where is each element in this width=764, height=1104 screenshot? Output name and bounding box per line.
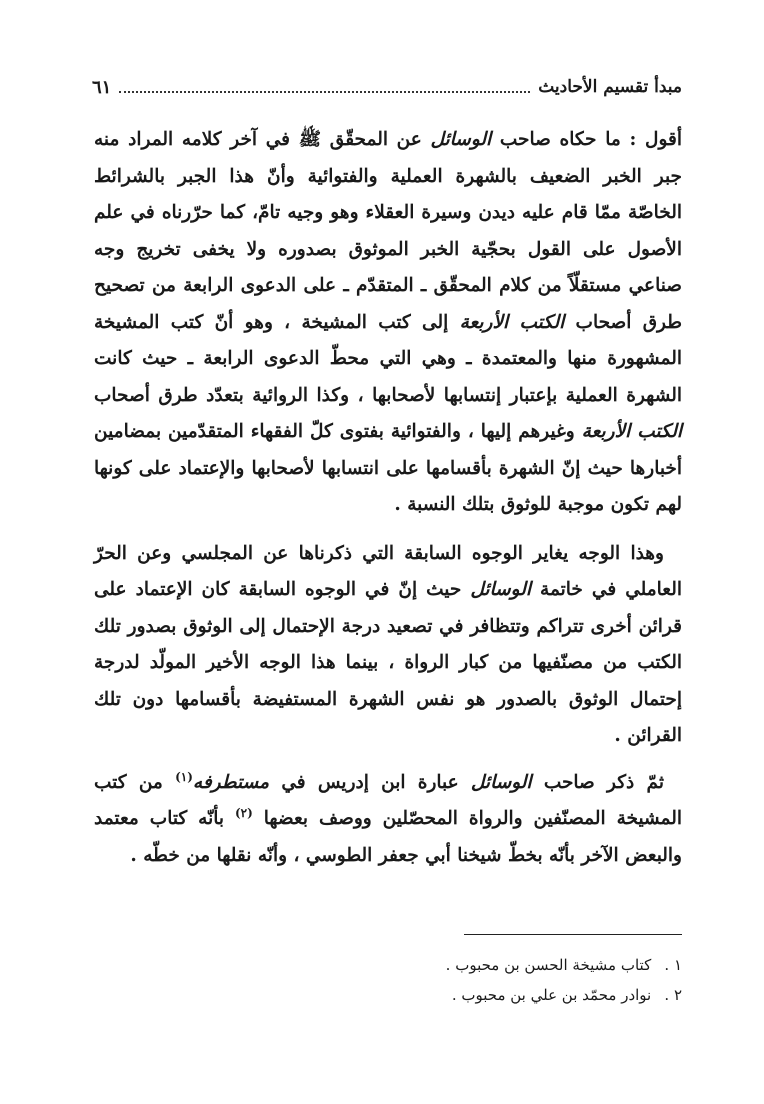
book-title: الوسائل	[470, 579, 531, 600]
paragraph-3	[94, 765, 682, 875]
footnote-separator	[464, 934, 682, 935]
footnote-number: ٢ .	[664, 986, 682, 1004]
text-run: حيث إنّ في الوجوه السابقة كان الإعتماد على قرائن أخرى تتراكم وتتظافر في تصعيد درجة الإحتمال إلى الوثوق بصدور تلك الكتب من مصنّفيها من كبار الرواة ، بينما هذا الوجه الأخير المولّد لدرجة إحتمال الوثوق بالصدور هو نفس الشهرة المستفيضة بأقسامها دون تلك القرائن .	[94, 579, 682, 746]
book-title: الكتب الأربعة	[459, 311, 565, 333]
text-run: إلى كتب المشيخة ، وهو أنّ كتب المشيخة المشهورة منها والمعتمدة ـ وهي التي محطّ الدعوى الرابعة ـ حيث كانت الشهرة العملية بإعتبار إنتسابها لأصحابها ، وكذا الروائية بتعدّد طرق أصحاب	[94, 311, 682, 406]
footnote-1	[94, 950, 682, 980]
book-title: الكتب الأربعة	[581, 421, 682, 442]
dotted-leader	[119, 91, 530, 93]
text-run: بأنّه كتاب معتمد والبعض الآخر بأنّه بخطّ شيخنا أبي جعفر الطوسي ، وأنّه نقلها من خطّه .	[94, 808, 682, 866]
paragraph-2	[94, 536, 682, 755]
text-run: من كتب المشيخة المصنّفين والرواة المحصّلين ووصف بعضها	[94, 771, 682, 829]
paragraph-1	[94, 122, 682, 524]
page-number: ٦١	[92, 76, 112, 98]
paragraph-lead: أقول :	[629, 129, 682, 150]
footnote-2	[94, 980, 682, 1010]
footnote-text: نوادر محمّد بن علي بن محبوب .	[451, 986, 652, 1004]
text-run: وهذا الوجه يغاير الوجوه السابقة التي ذكرناها عن المجلسي وعن الحرّ العاملي في خاتمة	[94, 542, 682, 600]
book-title: مستطرفه	[192, 771, 270, 793]
footnote-ref-1[interactable]: (١)	[175, 769, 193, 784]
footnote-ref-2[interactable]: (٢)	[234, 805, 253, 820]
book-title: الوسائل	[430, 129, 492, 150]
footnote-number: ١ .	[664, 956, 682, 974]
book-title: الوسائل	[470, 771, 532, 793]
text-run: وغيرهم إليها ، والفتوائية بفتوى كلّ الفقهاء المتقدّمين بمضامين أخبارها حيث إنّ الشهرة بأقسامها على انتسابها لأصحابها والإعتماد على كونها لهم تكون موجبة للوثوق بتلك النسبة .	[94, 421, 682, 515]
main-text	[94, 122, 682, 874]
text-run: ثمّ ذكر صاحب	[531, 771, 664, 793]
text-run: ما حكاه صاحب	[491, 129, 630, 150]
footnote-text: كتاب مشيخة الحسن بن محبوب .	[445, 956, 652, 974]
footnotes	[94, 950, 682, 1010]
running-header	[92, 72, 682, 102]
text-run: عبارة ابن إدريس في	[269, 771, 471, 793]
text-run: عن المحقّق ﷺ في آخر كلامه المراد منه جبر الخبر الضعيف بالشهرة العملية والفتوائية وأنّ هذا الجبر بالشرائط الخاصّة ممّا قام عليه ديدن وسيرة العقلاء وهو وجيه تامّ، كما حرّرناه في علم الأصول على القول بحجّية الخبر الموثوق بصدوره ولا يخفى تخريج وجه صناعي مستقلّاً من كلام المحقّق ـ المتقدّم ـ على الدعوى الرابعة من تصحيح طرق أصحاب	[94, 129, 682, 333]
running-header-title: مبدأ تقسيم الأحاديث	[538, 77, 682, 97]
